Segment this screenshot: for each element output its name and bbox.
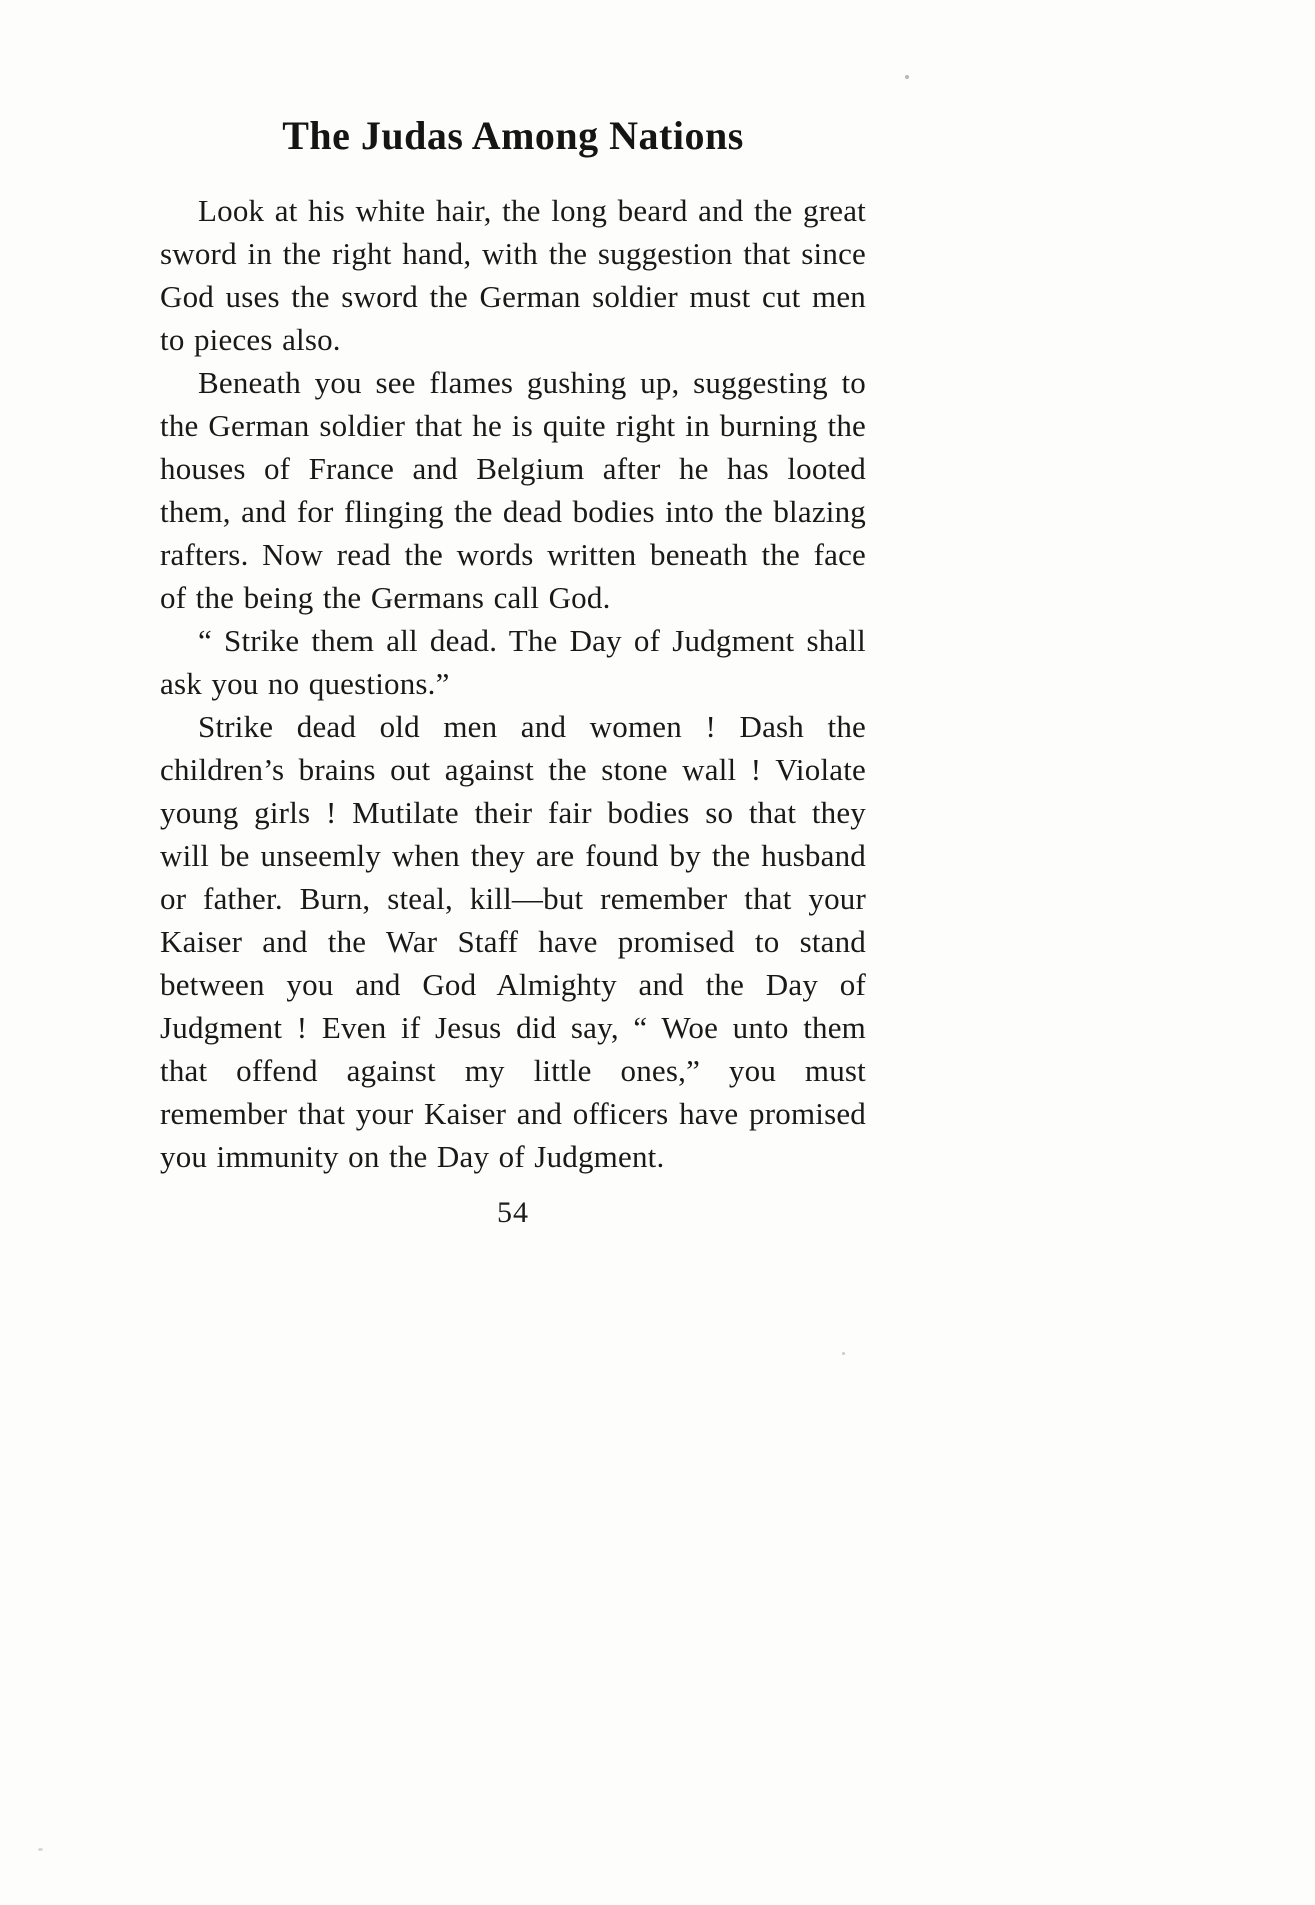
paragraph-3-quote: “ Strike them all dead. The Day of Judgment shall ask you no questions.” bbox=[160, 623, 866, 701]
page-number: 54 bbox=[497, 1196, 529, 1229]
page-title: The Judas Among Nations bbox=[282, 113, 744, 158]
scan-speck bbox=[905, 75, 909, 79]
paragraph-2: Beneath you see flames gushing up, suggesting to the German soldier that he is quite right in burning the houses of France and Belgium after he has looted them, and for flinging the dead bodies into the blazing rafters. Now read the words written beneath the face of the being the Germans call God. bbox=[160, 365, 866, 615]
paragraph-1: Look at his white hair, the long beard and the great sword in the right hand, with the suggestion that since God uses the sword the German soldier must cut men to pieces also. bbox=[160, 193, 866, 357]
scan-speck bbox=[38, 1848, 43, 1851]
book-page bbox=[160, 112, 866, 1230]
scan-speck bbox=[842, 1352, 845, 1355]
paragraph-4: Strike dead old men and women ! Dash the children’s brains out against the stone wall ! Violate young girls ! Mutilate their fair bodies so that they will be unseemly when they are found by the husband or father. Burn, steal, kill—but remember that your Kaiser and the War Staff have promised to stand between you and God Almighty and the Day of Judgment ! Even if Jesus did say, “ Woe unto them that offend against my little ones,” you must remember that your Kaiser and officers have promised you immunity on the Day of Judgment. bbox=[160, 709, 866, 1174]
